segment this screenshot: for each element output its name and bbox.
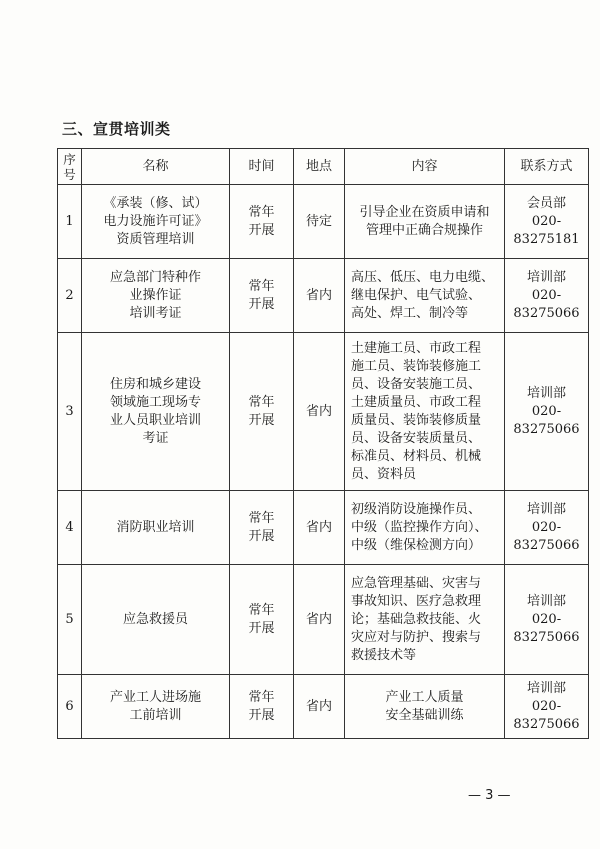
contact-phone: 020-83275066: [513, 519, 580, 553]
cell-seq: 3: [58, 333, 82, 491]
training-table: [57, 148, 589, 739]
header-contact: 联系方式: [505, 149, 589, 185]
contact-phone: 020-83275181: [513, 213, 580, 247]
contact-department: 会员部: [526, 195, 566, 211]
contact-department: 培训部: [526, 593, 566, 609]
cell-seq: 4: [58, 491, 82, 565]
cell-contact: [505, 565, 589, 675]
cell-content: 引导企业在资质申请和 管理中正确合规操作: [345, 185, 505, 259]
cell-contact: [505, 675, 589, 739]
contact-department: 培训部: [526, 385, 566, 401]
table-row: [58, 491, 589, 565]
cell-name: 《承装（修、试） 电力设施许可证》 资质管理培训: [82, 185, 230, 259]
cell-place: 省内: [294, 565, 345, 675]
cell-content: 初级消防设施操作员、 中级（监控操作方向）、 中级（维保检测方向）: [345, 491, 505, 565]
cell-time: 常年 开展: [230, 259, 294, 333]
cell-seq: 2: [58, 259, 82, 333]
cell-contact: [505, 259, 589, 333]
cell-place: 省内: [294, 259, 345, 333]
cell-content: 产业工人质量 安全基础训练: [345, 675, 505, 739]
table-row: [58, 333, 589, 491]
cell-content: 土建施工员、市政工程 施工员、装饰装修施工 员、设备安装施工员、 土建质量员、市政工程 质量员、装饰装修质量 员、设备安装质量员、 标准员、材料员、机械 员、资料员: [345, 333, 505, 491]
cell-time: 常年 开展: [230, 333, 294, 491]
section-title: 三、宣贯培训类: [62, 120, 171, 138]
header-time: 时间: [230, 149, 294, 185]
cell-contact: [505, 491, 589, 565]
cell-seq: 6: [58, 675, 82, 739]
cell-time: 常年 开展: [230, 491, 294, 565]
cell-name: 应急救援员: [82, 565, 230, 675]
table-header-row: [58, 149, 589, 185]
contact-phone: 020-83275066: [513, 698, 580, 732]
cell-time: 常年 开展: [230, 185, 294, 259]
cell-place: 待定: [294, 185, 345, 259]
cell-content: 应急管理基础、灾害与 事故知识、医疗急救理 论；基础急救技能、火 灾应对与防护、搜索与 救援技术等: [345, 565, 505, 675]
cell-content: 高压、低压、电力电缆、 继电保护、电气试验、 高处、焊工、制冷等: [345, 259, 505, 333]
table-row: [58, 185, 589, 259]
table-row: [58, 675, 589, 739]
cell-place: 省内: [294, 491, 345, 565]
table-row: [58, 259, 589, 333]
contact-department: 培训部: [526, 501, 566, 517]
cell-time: 常年 开展: [230, 565, 294, 675]
cell-contact: [505, 333, 589, 491]
contact-phone: 020-83275066: [513, 287, 580, 321]
header-content: 内容: [345, 149, 505, 185]
cell-seq: 1: [58, 185, 82, 259]
cell-time: 常年 开展: [230, 675, 294, 739]
cell-name: 住房和城乡建设 领域施工现场专 业人员职业培训 考证: [82, 333, 230, 491]
page-number: — 3 —: [468, 788, 511, 803]
contact-phone: 020-83275066: [513, 611, 580, 645]
header-name: 名称: [82, 149, 230, 185]
header-seq: 序 号: [58, 149, 82, 185]
cell-place: 省内: [294, 333, 345, 491]
cell-seq: 5: [58, 565, 82, 675]
cell-name: 应急部门特种作 业操作证 培训考证: [82, 259, 230, 333]
cell-name: 消防职业培训: [82, 491, 230, 565]
table-row: [58, 565, 589, 675]
contact-department: 培训部: [526, 269, 566, 285]
cell-contact: [505, 185, 589, 259]
cell-name: 产业工人进场施 工前培训: [82, 675, 230, 739]
header-place: 地点: [294, 149, 345, 185]
contact-phone: 020-83275066: [513, 403, 580, 437]
contact-department: 培训部: [526, 680, 566, 696]
cell-place: 省内: [294, 675, 345, 739]
